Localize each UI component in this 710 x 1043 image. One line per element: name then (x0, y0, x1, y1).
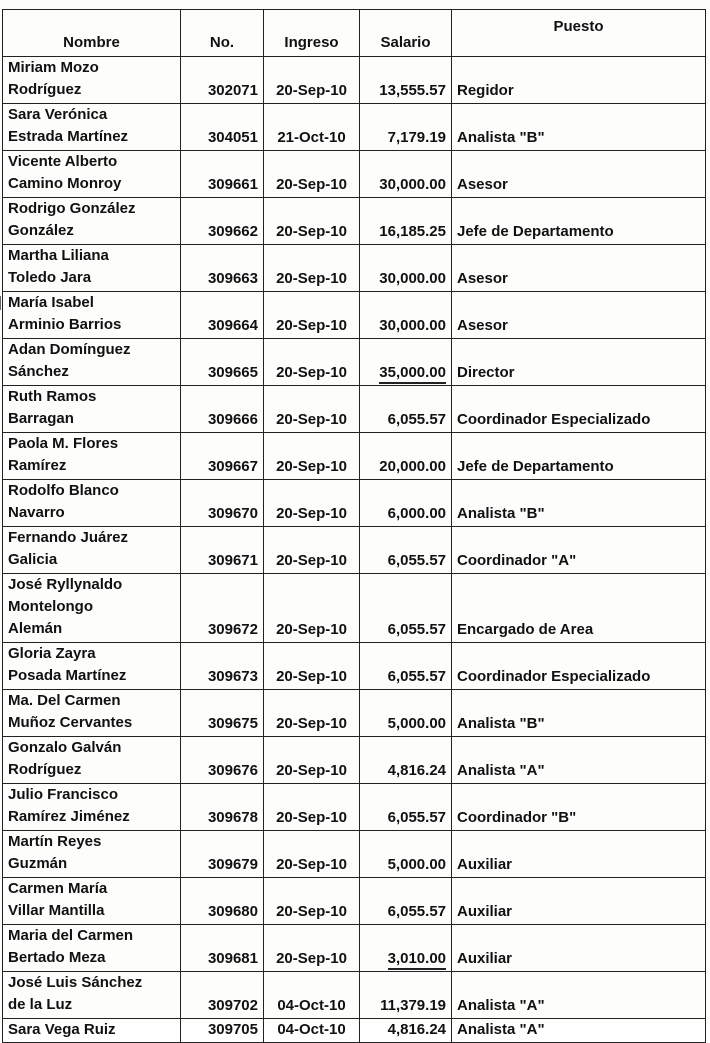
table-row (3, 878, 706, 925)
table-row (3, 245, 706, 292)
nombre-line: José Luis Sánchez (8, 974, 143, 991)
nombre-line: Ruth Ramos (8, 388, 97, 405)
cell-salario: 6,000.00 (360, 480, 452, 527)
column-header-nombre: Nombre (3, 10, 181, 57)
cell-nombre (3, 925, 181, 972)
nombre-line: Adan Domínguez (8, 341, 131, 358)
column-header-salario: Salario (360, 10, 452, 57)
cell-no: 309673 (181, 643, 264, 690)
cell-ingreso: 20-Sep-10 (264, 690, 360, 737)
cell-salario: 13,555.57 (360, 57, 452, 104)
cell-ingreso: 20-Sep-10 (264, 386, 360, 433)
cell-ingreso: 20-Sep-10 (264, 643, 360, 690)
nombre-line: Gonzalo Galván (8, 739, 122, 756)
cell-nombre (3, 574, 181, 643)
cell-ingreso: 20-Sep-10 (264, 574, 360, 643)
cell-salario (360, 339, 452, 386)
cell-puesto: Auxiliar (452, 925, 706, 972)
column-header-no: No. (181, 10, 264, 57)
nombre-line: José Ryllynaldo (8, 576, 123, 593)
cell-ingreso: 20-Sep-10 (264, 480, 360, 527)
cell-ingreso: 04-Oct-10 (264, 1019, 360, 1043)
cell-puesto: Auxiliar (452, 831, 706, 878)
nombre-line: Sara Verónica (8, 106, 108, 123)
cell-no: 309675 (181, 690, 264, 737)
cell-ingreso: 20-Sep-10 (264, 527, 360, 574)
nombre-line: Montelongo (8, 598, 93, 615)
nombre-line: Toledo Jara (8, 269, 92, 286)
nombre-line: Bertado Meza (8, 949, 106, 966)
table-row (3, 104, 706, 151)
cell-ingreso: 20-Sep-10 (264, 878, 360, 925)
nombre-line: Sara Vega Ruiz (8, 1021, 116, 1038)
cell-no: 309678 (181, 784, 264, 831)
cell-no: 309702 (181, 972, 264, 1019)
nombre-line: Fernando Juárez (8, 529, 129, 546)
table-row (3, 643, 706, 690)
table-row (3, 1019, 706, 1043)
cell-salario: 11,379.19 (360, 972, 452, 1019)
table-row (3, 480, 706, 527)
cell-puesto: Analista "A" (452, 737, 706, 784)
nombre-line: Navarro (8, 504, 65, 521)
nombre-line: Carmen María (8, 880, 108, 897)
cell-puesto: Director (452, 339, 706, 386)
cell-nombre (3, 737, 181, 784)
cell-no: 309670 (181, 480, 264, 527)
cell-puesto: Coordinador Especializado (452, 643, 706, 690)
cell-salario: 16,185.25 (360, 198, 452, 245)
cell-puesto: Analista "B" (452, 104, 706, 151)
cell-salario: 5,000.00 (360, 690, 452, 737)
cell-ingreso: 20-Sep-10 (264, 433, 360, 480)
nombre-line: María Isabel (8, 294, 94, 311)
nombre-line: Paola M. Flores (8, 435, 119, 452)
nombre-line: Rodríguez (8, 761, 82, 778)
cell-salario: 5,000.00 (360, 831, 452, 878)
nombre-line: Martha Liliana (8, 247, 109, 264)
cell-puesto: Asesor (452, 151, 706, 198)
cell-salario: 6,055.57 (360, 386, 452, 433)
column-header-puesto: Puesto (452, 10, 706, 57)
cell-nombre (3, 292, 181, 339)
table-row (3, 292, 706, 339)
cell-no: 309705 (181, 1019, 264, 1043)
cell-no: 309662 (181, 198, 264, 245)
nombre-line: Rodríguez (8, 81, 82, 98)
table-body (3, 57, 706, 1043)
cell-ingreso: 20-Sep-10 (264, 292, 360, 339)
cell-ingreso: 21-Oct-10 (264, 104, 360, 151)
cell-ingreso: 20-Sep-10 (264, 925, 360, 972)
cell-nombre (3, 151, 181, 198)
cell-ingreso: 20-Sep-10 (264, 57, 360, 104)
table-row (3, 784, 706, 831)
cell-no: 309676 (181, 737, 264, 784)
nombre-line: Estrada Martínez (8, 128, 129, 145)
cell-nombre (3, 433, 181, 480)
cell-salario: 30,000.00 (360, 292, 452, 339)
cell-no: 309666 (181, 386, 264, 433)
cell-nombre (3, 831, 181, 878)
cell-puesto: Auxiliar (452, 878, 706, 925)
cell-nombre (3, 972, 181, 1019)
cell-nombre (3, 527, 181, 574)
nombre-line: Gloria Zayra (8, 645, 96, 662)
table-row (3, 57, 706, 104)
nombre-line: Martín Reyes (8, 833, 102, 850)
cell-no: 309665 (181, 339, 264, 386)
cell-no: 309681 (181, 925, 264, 972)
cell-nombre (3, 339, 181, 386)
nombre-line: Ma. Del Carmen (8, 692, 121, 709)
cell-no: 309664 (181, 292, 264, 339)
table-row (3, 972, 706, 1019)
cell-puesto: Coordinador "B" (452, 784, 706, 831)
cell-puesto: Analista "B" (452, 480, 706, 527)
employee-salary-table (2, 9, 706, 1043)
cell-no: 309661 (181, 151, 264, 198)
cell-no: 309680 (181, 878, 264, 925)
cell-salario: 6,055.57 (360, 784, 452, 831)
table-row (3, 433, 706, 480)
cell-puesto: Asesor (452, 292, 706, 339)
nombre-line: Julio Francisco (8, 786, 119, 803)
cell-salario: 4,816.24 (360, 1019, 452, 1043)
cell-nombre (3, 245, 181, 292)
cell-salario: 4,816.24 (360, 737, 452, 784)
cell-salario: 6,055.57 (360, 878, 452, 925)
nombre-line: Camino Monroy (8, 175, 122, 192)
cell-nombre (3, 784, 181, 831)
cell-nombre (3, 878, 181, 925)
nombre-line: Ramírez (8, 457, 67, 474)
cell-ingreso: 20-Sep-10 (264, 245, 360, 292)
nombre-line: Barragan (8, 410, 74, 427)
cell-ingreso: 20-Sep-10 (264, 339, 360, 386)
nombre-line: Vicente Alberto (8, 153, 118, 170)
cell-nombre (3, 643, 181, 690)
nombre-line: González (8, 222, 74, 239)
nombre-line: Rodrigo González (8, 200, 136, 217)
cell-salario: 6,055.57 (360, 643, 452, 690)
cell-puesto: Encargado de Area (452, 574, 706, 643)
cell-salario: 6,055.57 (360, 574, 452, 643)
cell-puesto: Coordinador Especializado (452, 386, 706, 433)
table-row (3, 925, 706, 972)
nombre-line: Alemán (8, 620, 63, 637)
cell-puesto: Analista "B" (452, 690, 706, 737)
table-row (3, 386, 706, 433)
cell-ingreso: 20-Sep-10 (264, 831, 360, 878)
cell-puesto: Asesor (452, 245, 706, 292)
nombre-line: Guzmán (8, 855, 68, 872)
table-row (3, 198, 706, 245)
table-row (3, 690, 706, 737)
table-row (3, 574, 706, 643)
cell-puesto: Coordinador "A" (452, 527, 706, 574)
cell-no: 309671 (181, 527, 264, 574)
nombre-line: Ramírez Jiménez (8, 808, 130, 825)
cell-ingreso: 20-Sep-10 (264, 784, 360, 831)
cell-nombre (3, 104, 181, 151)
nombre-line: Miriam Mozo (8, 59, 99, 76)
nombre-line: Posada Martínez (8, 667, 127, 684)
column-header-ingreso: Ingreso (264, 10, 360, 57)
cell-no: 309672 (181, 574, 264, 643)
cell-ingreso: 20-Sep-10 (264, 737, 360, 784)
cell-salario (360, 925, 452, 972)
nombre-line: de la Luz (8, 996, 73, 1013)
nombre-line: Villar Mantilla (8, 902, 105, 919)
cell-puesto: Analista "A" (452, 972, 706, 1019)
cell-salario: 30,000.00 (360, 151, 452, 198)
header-row (3, 10, 706, 57)
cell-nombre (3, 198, 181, 245)
table-row (3, 737, 706, 784)
nombre-line: Arminio Barrios (8, 316, 122, 333)
cell-puesto: Jefe de Departamento (452, 198, 706, 245)
cell-nombre (3, 480, 181, 527)
cell-salario: 7,179.19 (360, 104, 452, 151)
underlined-salary: 3,010.00 (388, 950, 446, 970)
cell-puesto: Analista "A" (452, 1019, 706, 1043)
nombre-line: Rodolfo Blanco (8, 482, 119, 499)
cell-nombre (3, 1019, 181, 1043)
underlined-salary: 35,000.00 (379, 364, 446, 384)
cell-nombre (3, 57, 181, 104)
cell-ingreso: 04-Oct-10 (264, 972, 360, 1019)
nombre-line: Sánchez (8, 363, 69, 380)
cell-salario: 6,055.57 (360, 527, 452, 574)
table-row (3, 339, 706, 386)
cell-salario: 20,000.00 (360, 433, 452, 480)
cell-no: 309663 (181, 245, 264, 292)
cell-puesto: Regidor (452, 57, 706, 104)
cell-ingreso: 20-Sep-10 (264, 198, 360, 245)
cell-nombre (3, 690, 181, 737)
cell-puesto: Jefe de Departamento (452, 433, 706, 480)
cell-ingreso: 20-Sep-10 (264, 151, 360, 198)
cell-no: 302071 (181, 57, 264, 104)
cell-salario: 30,000.00 (360, 245, 452, 292)
table-header (3, 10, 706, 57)
cell-no: 309679 (181, 831, 264, 878)
nombre-line: Maria del Carmen (8, 927, 134, 944)
nombre-line: Galicia (8, 551, 58, 568)
cell-no: 309667 (181, 433, 264, 480)
table-row (3, 831, 706, 878)
table-row (3, 527, 706, 574)
cell-no: 304051 (181, 104, 264, 151)
nombre-line: Muñoz Cervantes (8, 714, 133, 731)
cell-nombre (3, 386, 181, 433)
table-row (3, 151, 706, 198)
